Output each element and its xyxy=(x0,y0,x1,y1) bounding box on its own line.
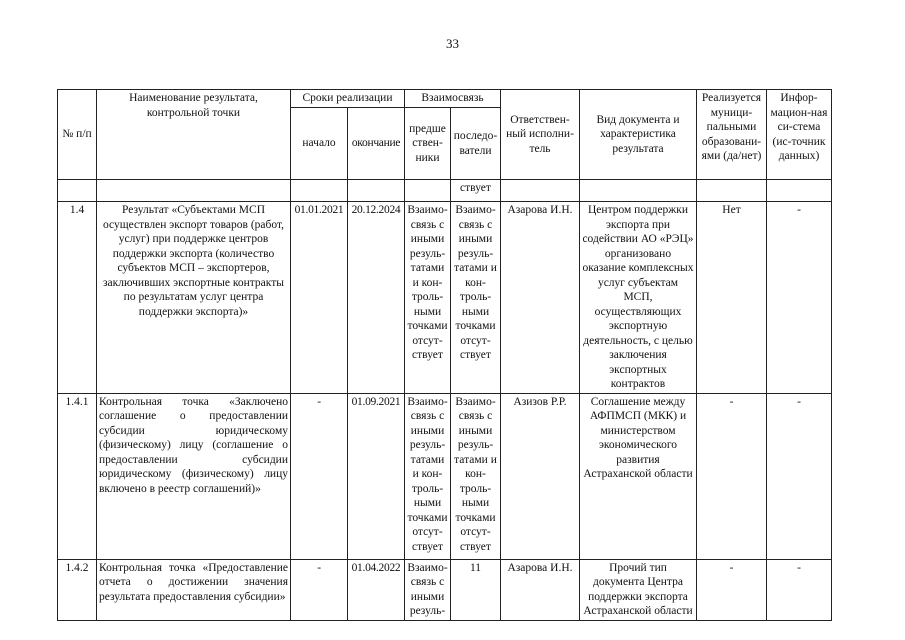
row-name: Контрольная точка «Предоставление отчета о достижении значения результата предоставления субсидии» xyxy=(97,559,291,620)
row-successors: Взаимо-связь с иными резуль-татами и кон-троль-ными точками отсут-ствует xyxy=(451,393,501,559)
row-start: - xyxy=(291,559,348,620)
table-row xyxy=(58,559,832,620)
row-responsible: Азарова И.Н. xyxy=(501,202,580,394)
row-municipal: - xyxy=(697,559,767,620)
header-infosystem: Инфор-мацион-ная си-стема (ис-точник данных) xyxy=(767,90,832,180)
row-infosystem: - xyxy=(767,202,832,394)
header-successors: последо-ватели xyxy=(451,108,501,180)
row-num: 1.4.2 xyxy=(58,559,97,620)
header-terms: Сроки реализации xyxy=(291,90,405,108)
header-name: Наименование результата, контрольной точки xyxy=(97,90,291,180)
header-predecessors: предшествен-ники xyxy=(405,108,451,180)
row-start: - xyxy=(291,393,348,559)
row-predecessors: Взаимо-связь с иными резуль-татами и кон-троль-ными точками отсут-ствует xyxy=(405,393,451,559)
header-end: окончание xyxy=(348,108,405,180)
row-document: Прочий тип документа Центра поддержки экспорта Астраханской области xyxy=(580,559,697,620)
header-num: № п/п xyxy=(58,90,97,180)
row-num: 1.4 xyxy=(58,202,97,394)
header-document: Вид документа и характеристика результата xyxy=(580,90,697,180)
row-start: 01.01.2021 xyxy=(291,202,348,394)
table-row xyxy=(58,393,832,559)
row-document: Центром поддержки экспорта при содействии АО «РЭЦ» организовано оказание комплексных услуг субъектам МСП, осуществляющих экспортную деятельность, с целью заключения экспортных контрактов xyxy=(580,202,697,394)
row-successors: 11 xyxy=(451,559,501,620)
row-municipal: Нет xyxy=(697,202,767,394)
row-responsible: Азарова И.Н. xyxy=(501,559,580,620)
row-name: Результат «Субъектами МСП осуществлен экспорт товаров (работ, услуг) при поддержке центров поддержки экспорта (количество субъектов МСП – экспортеров, заключивших экспортные контракты по результатам услуг центра поддержки экспорта)» xyxy=(97,202,291,394)
row-document: Соглашение между АФПМСП (МКК) и министерством экономического развития Астраханской области xyxy=(580,393,697,559)
header-row-1 xyxy=(58,90,832,108)
row-successors: Взаимо-связь с иными резуль-татами и кон-троль-ными точками отсут-ствует xyxy=(451,202,501,394)
row-infosystem: - xyxy=(767,559,832,620)
row-num: 1.4.1 xyxy=(58,393,97,559)
results-table xyxy=(57,89,832,621)
header-relation: Взаимосвязь xyxy=(405,90,501,108)
row-end: 01.04.2022 xyxy=(348,559,405,620)
row-end: 20.12.2024 xyxy=(348,202,405,394)
carry-over-row xyxy=(58,180,832,202)
row-end: 01.09.2021 xyxy=(348,393,405,559)
header-responsible: Ответствен-ный исполни-тель xyxy=(501,90,580,180)
page-number: 33 xyxy=(446,36,459,51)
row-responsible: Азизов Р.Р. xyxy=(501,393,580,559)
row-infosystem: - xyxy=(767,393,832,559)
header-start: начало xyxy=(291,108,348,180)
row-municipal: - xyxy=(697,393,767,559)
row-predecessors: Взаимо-связь с иными резуль- xyxy=(405,559,451,620)
carry-successors: ствует xyxy=(451,180,501,202)
table-row xyxy=(58,202,832,394)
row-predecessors: Взаимо-связь с иными резуль-татами и кон-троль-ными точками отсут-ствует xyxy=(405,202,451,394)
header-municipal: Реализуется муници-пальными образовани-ями (да/нет) xyxy=(697,90,767,180)
row-name: Контрольная точка «Заключено соглашение о предоставлении субсидии юридическому (физическому) лицу (соглашение о предоставлении субсидии юридическому (физическому) лицу включено в реестр соглашений)» xyxy=(97,393,291,559)
